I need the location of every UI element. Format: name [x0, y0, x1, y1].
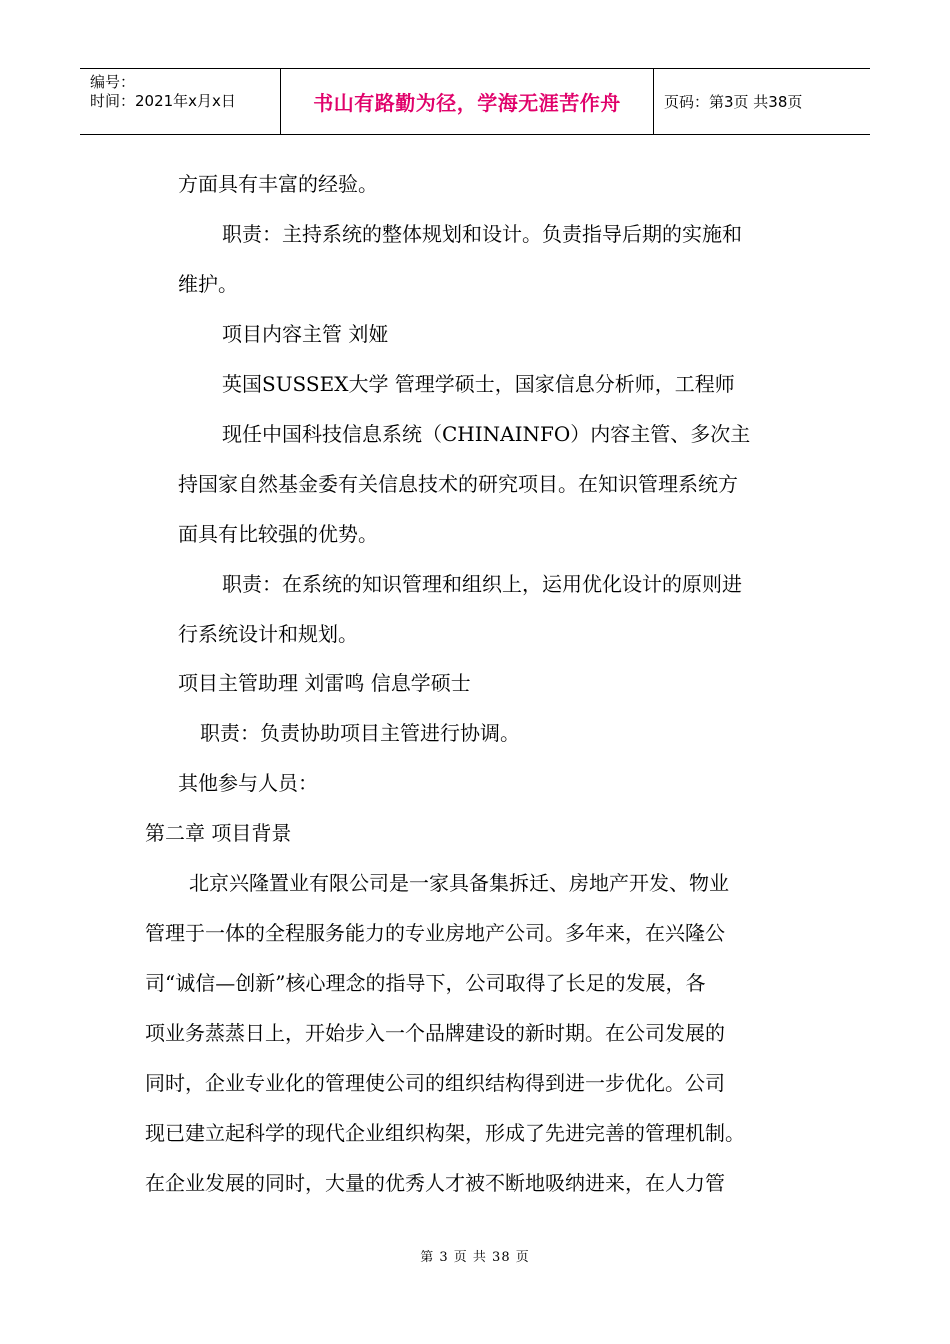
body-line: 面具有比较强的优势。: [178, 522, 378, 546]
body-line: 现已建立起科学的现代企业组织构架，形成了先进完善的管理机制。: [145, 1121, 745, 1145]
body-line: 职责：主持系统的整体规划和设计。负责指导后期的实施和: [222, 222, 742, 246]
header-meta-cell: [80, 69, 281, 134]
body-line: 司“诚信—创新”核心理念的指导下，公司取得了长足的发展，各: [145, 971, 706, 995]
body-line: 在企业发展的同时，大量的优秀人才被不断地吸纳进来，在人力管: [145, 1171, 725, 1195]
body-line: 项目主管助理 刘雷鸣 信息学硕士: [178, 671, 471, 695]
page-header: [80, 68, 870, 135]
body-line: 英国SUSSEX大学 管理学硕士，国家信息分析师，工程师: [222, 372, 735, 396]
body-line: 行系统设计和规划。: [178, 622, 358, 646]
body-line: 北京兴隆置业有限公司是一家具备集拆迁、房地产开发、物业: [189, 871, 729, 895]
body-line: 职责：在系统的知识管理和组织上，运用优化设计的原则进: [222, 572, 742, 596]
body-line: 其他参与人员：: [178, 771, 318, 795]
document-date-label: 时间：2021年x月x日: [90, 92, 236, 110]
page-footer: 第 3 页 共 38 页: [420, 1250, 530, 1265]
document-code-label: 编号：: [90, 73, 136, 91]
body-line: 管理于一体的全程服务能力的专业房地产公司。多年来，在兴隆公: [145, 921, 725, 945]
body-line: 项目内容主管 刘娅: [222, 322, 389, 346]
body-line: 持国家自然基金委有关信息技术的研究项目。在知识管理系统方: [178, 472, 738, 496]
header-motto: 书山有路勤为径，学海无涯苦作舟: [313, 91, 621, 115]
body-line: 职责：负责协助项目主管进行协调。: [200, 721, 520, 745]
header-page-number: 页码：第3页 共38页: [664, 93, 803, 111]
body-line: 项业务蒸蒸日上，开始步入一个品牌建设的新时期。在公司发展的: [145, 1021, 725, 1045]
body-line: 方面具有丰富的经验。: [178, 172, 378, 196]
chapter-heading: 第二章 项目背景: [145, 821, 292, 845]
body-line: 同时，企业专业化的管理使公司的组织结构得到进一步优化。公司: [145, 1071, 725, 1095]
body-line: 维护。: [178, 272, 238, 296]
body-line: 现任中国科技信息系统（CHINAINFO）内容主管、多次主: [222, 422, 751, 446]
header-page-cell: [654, 69, 870, 134]
header-motto-cell: [281, 69, 654, 134]
